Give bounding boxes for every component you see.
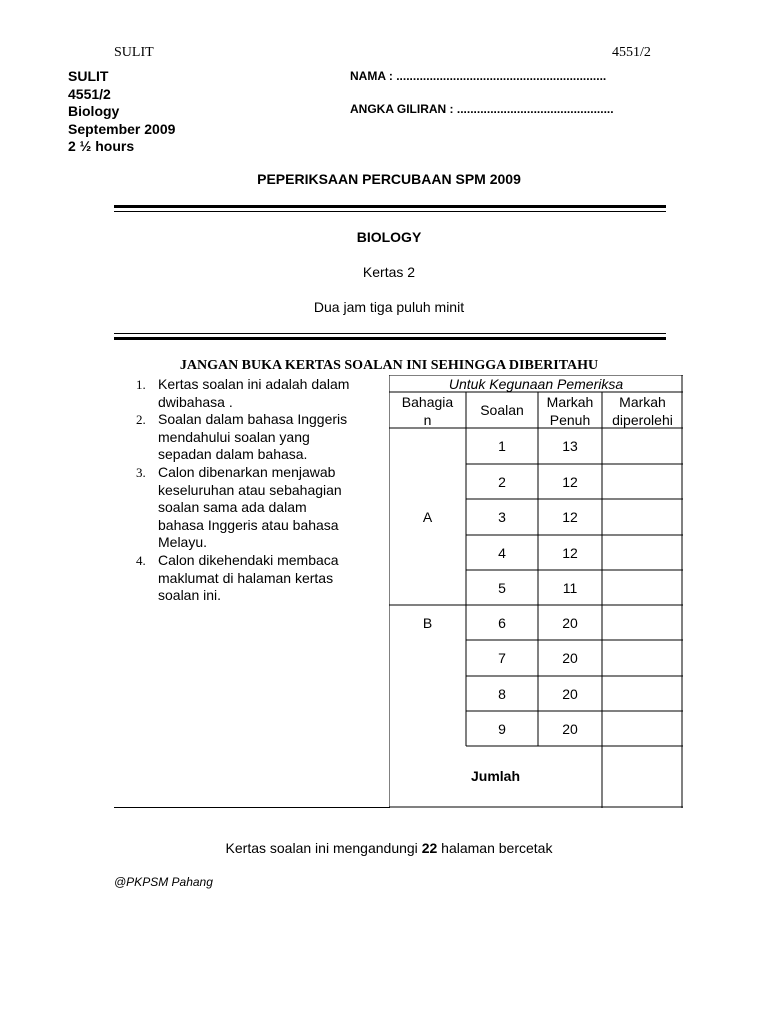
instructions-list (136, 376, 376, 605)
instruction-number: 2. (136, 412, 146, 428)
info-code: 4551/2 (68, 85, 111, 102)
header-markah-penuh: Markah Penuh (546, 394, 594, 428)
instruction-text: soalan sama ada dalam (158, 499, 307, 516)
instruction-text: keseluruhan atau sebahagian (158, 481, 342, 498)
instruction-text: Melayu. (158, 534, 208, 551)
header-markah-diperolehi: Markah diperolehi (612, 394, 673, 428)
instruction-text: Calon dikehendaki membaca (158, 551, 339, 568)
divider (114, 807, 390, 808)
instruction-number: 1. (136, 377, 146, 392)
instruction-item (136, 411, 376, 464)
full-marks: 12 (562, 508, 578, 525)
header-bahagian: Bahagia n (401, 394, 454, 428)
full-marks: 20 (562, 649, 578, 666)
section-label: B (422, 614, 433, 631)
question-number: 6 (498, 614, 506, 631)
index-number-label: ANGKA GILIRAN : (350, 102, 454, 116)
name-label: NAMA : (350, 69, 393, 83)
instruction-text: dwibahasa . (158, 393, 233, 410)
instruction-item (136, 552, 376, 605)
question-number: 1 (498, 437, 506, 454)
question-number: 8 (498, 685, 506, 702)
info-subject: Biology (68, 103, 120, 119)
name-dots: ............................................................... (392, 69, 607, 83)
total-label: Jumlah (470, 768, 520, 784)
info-date: September 2009 (68, 120, 176, 137)
full-marks: 13 (562, 437, 578, 454)
divider (114, 211, 666, 212)
instruction-text: sepadan dalam bahasa. (158, 446, 308, 463)
question-number: 4 (498, 544, 506, 561)
divider (114, 205, 666, 208)
paper-number: Kertas 2 (362, 264, 416, 280)
index-number-field (350, 102, 614, 116)
page-count-suffix: halaman bercetak (437, 840, 553, 856)
header-sulit: SULIT (114, 45, 154, 60)
page-count-note (0, 840, 768, 856)
full-marks: 12 (562, 544, 578, 561)
table-caption: Untuk Kegunaan Pemeriksa (448, 376, 624, 392)
full-marks: 20 (562, 685, 578, 702)
publisher-credit: @PKPSM Pahang (114, 875, 213, 889)
question-number: 3 (498, 508, 506, 525)
page-count: 22 (421, 840, 438, 856)
instruction-text: Soalan dalam bahasa Inggeris (158, 411, 348, 428)
header-code: 4551/2 (612, 45, 651, 60)
instruction-number: 4. (136, 552, 146, 568)
info-classification: SULIT (68, 68, 109, 84)
instruction-item (136, 464, 376, 552)
full-marks: 11 (562, 579, 578, 596)
instruction-text: mendahului soalan yang (158, 428, 310, 445)
name-field (350, 69, 606, 83)
header-soalan: Soalan (480, 402, 524, 418)
question-number: 2 (498, 473, 506, 490)
warning-text: JANGAN BUKA KERTAS SOALAN INI SEHINGGA DIBERITAHU (179, 358, 599, 373)
paper-info (68, 68, 175, 156)
full-marks: 20 (562, 720, 578, 737)
page-count-prefix: Kertas soalan ini mengandungi (225, 840, 422, 856)
section-label: A (422, 508, 433, 525)
divider (114, 333, 666, 334)
instruction-item (136, 376, 376, 411)
full-marks: 20 (562, 614, 578, 631)
instruction-text: bahasa Inggeris atau bahasa (158, 516, 339, 533)
instruction-text: maklumat di halaman kertas (158, 569, 334, 586)
divider (114, 337, 666, 340)
instruction-text: soalan ini. (158, 587, 222, 604)
question-number: 7 (498, 649, 506, 666)
question-number: 5 (498, 579, 506, 596)
exam-title: PEPERIKSAAN PERCUBAAN SPM 2009 (257, 171, 521, 187)
exam-duration: Dua jam tiga puluh minit (313, 299, 465, 315)
instruction-text: Calon dibenarkan menjawab (158, 463, 336, 480)
question-number: 9 (498, 720, 506, 737)
subject-title: BIOLOGY (356, 229, 422, 245)
index-number-dots: ............................................... (453, 102, 614, 116)
examiner-table (389, 375, 683, 808)
instruction-number: 3. (136, 464, 146, 480)
info-duration: 2 ½ hours (68, 138, 135, 154)
full-marks: 12 (562, 473, 578, 490)
instruction-text: Kertas soalan ini adalah dalam (158, 376, 350, 392)
